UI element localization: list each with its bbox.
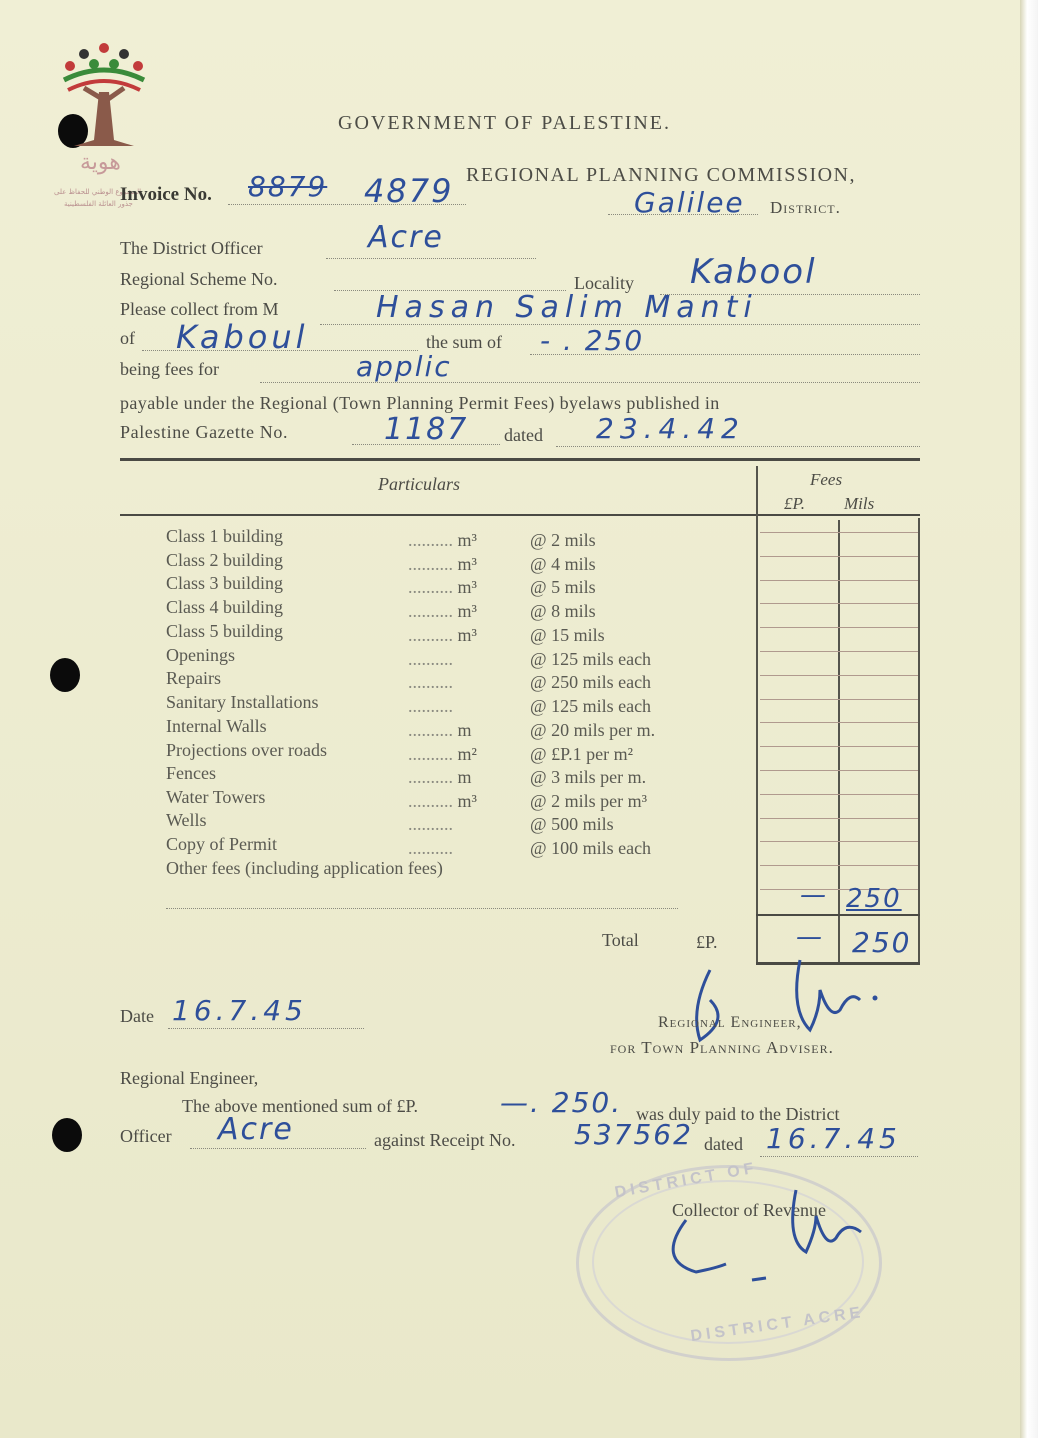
addressee: Regional Engineer, [120,1068,259,1088]
fee-grid-line [760,603,918,604]
receipt-value: 537562 [574,1118,693,1151]
date-label: Date [120,1006,154,1026]
sum-value: - . 250 [540,324,645,357]
table-row: Water Towers [166,787,266,807]
total-unit: £P. [696,932,718,952]
fee-grid-line [760,818,918,819]
officer-value: Acre [218,1112,294,1147]
fee-grid-line [760,556,918,557]
table-row: Class 1 building [166,526,284,546]
particulars-header: Particulars [378,474,461,494]
table-row: Class 2 building [166,550,284,570]
fees-header: Fees [810,470,843,489]
row-rate: @ 4 mils [530,554,596,574]
row-rate: @ 125 mils each [530,649,652,669]
table-row: Sanitary Installations [166,692,319,712]
table-header-rule [120,514,920,516]
collector-label: Collector of Revenue [672,1200,826,1220]
row-rate: @ 8 mils [530,601,596,621]
fees-divider-mid [838,520,840,964]
district-label: District. [770,198,841,217]
district-value: Galilee [634,186,745,219]
row-unit: .......... m² [408,744,477,764]
row-unit: .......... m³ [408,554,477,574]
collect-label: Please collect from M [120,299,279,319]
payable-text: payable under the Regional (Town Planning Permit Fees) byelaws published in [120,393,720,413]
punch-hole-2 [50,658,80,692]
officer-label: Officer [120,1126,172,1146]
adviser-title: for Town Planning Adviser. [610,1038,834,1057]
date-value: 16.7.45 [172,994,307,1027]
receipt-dated-value: 16.7.45 [766,1122,901,1155]
row-rate: @ 250 mils each [530,672,652,692]
lp-header: £P. [784,494,805,513]
fee-grid-line [760,580,918,581]
family-tree-icon [54,40,154,150]
row-unit: .......... m³ [408,530,477,550]
fees-for-value: applic [356,350,452,383]
district-officer-value: Acre [368,220,444,255]
table-row: Projections over roads [166,740,327,760]
row-unit: .......... m³ [408,625,477,645]
row-rate: @ 2 mils per m³ [530,791,647,811]
collector-signature [656,1180,876,1290]
fee-grid-line [760,699,918,700]
government-title: GOVERNMENT OF PALESTINE. [338,112,672,134]
paid-text-end: was duly paid to the District [636,1104,840,1124]
other-fees-lp: — [800,880,828,910]
row-unit: .......... [408,814,453,834]
row-rate: @ 5 mils [530,577,596,597]
fee-grid-line [760,675,918,676]
fees-divider-right [918,518,920,964]
subtotal-rule [756,914,920,916]
table-row: Class 3 building [166,573,284,593]
row-rate: @ 3 mils per m. [530,767,647,787]
row-rate: @ 100 mils each [530,838,652,858]
logo-text: هوية [80,150,121,175]
locality-value: Kabool [690,252,817,292]
locality-label: Locality [574,273,634,293]
row-unit: .......... [408,649,453,669]
fee-grid-line [760,746,918,747]
district-officer-label: The District Officer [120,238,263,258]
mils-header: Mils [844,494,875,513]
fees-for-label: being fees for [120,359,219,379]
row-rate: @ 20 mils per m. [530,720,656,740]
row-unit: .......... m³ [408,791,477,811]
table-row: Repairs [166,668,221,688]
fee-grid-line [760,722,918,723]
gazette-label: Palestine Gazette No. [120,422,289,442]
row-rate: @ £P.1 per m² [530,744,633,764]
total-mils: 250 [852,926,912,959]
fee-grid-line [760,841,918,842]
invoice-label: Invoice No. [120,184,212,205]
row-rate: @ 125 mils each [530,696,652,716]
row-unit: .......... m³ [408,601,477,621]
table-top-rule [120,458,920,461]
other-fees-mils: 250 [846,884,902,914]
row-unit: .......... m³ [408,577,477,597]
table-row: Class 4 building [166,597,284,617]
row-rate: @ 2 mils [530,530,596,550]
engineer-title: Regional Engineer, [658,1014,802,1031]
scheme-label: Regional Scheme No. [120,269,278,289]
row-unit: .......... [408,672,453,692]
gazette-value: 1187 [384,412,469,447]
table-row: Class 5 building [166,621,284,641]
row-unit: .......... [408,696,453,716]
invoice-number: 4879 [364,172,454,210]
paid-text-start: The above mentioned sum of £P. [182,1096,418,1116]
other-fees-label: Other fees (including application fees) [166,858,443,878]
stamp-bottom-text: DISTRICT ACRE [689,1303,866,1346]
total-label: Total [602,930,639,950]
fee-grid-line [760,794,918,795]
receipt-dated-label: dated [704,1134,743,1154]
commission-title: REGIONAL PLANNING COMMISSION, [466,164,856,186]
row-unit: .......... m [408,767,472,787]
paid-sum: —. 250. [500,1086,623,1119]
table-row: Openings [166,645,235,665]
logo-tagline-1: المشروع الوطني للحفاظ على [54,188,142,196]
fee-grid-line [760,865,918,866]
dated-label: dated [504,425,543,445]
total-lp: — [796,922,824,952]
row-unit: .......... [408,838,453,858]
fee-grid-line [760,770,918,771]
table-row: Copy of Permit [166,834,277,854]
of-label: of [120,328,135,348]
sum-label: the sum of [426,332,502,352]
fee-grid-line [760,627,918,628]
row-rate: @ 500 mils [530,814,614,834]
page-edge [1020,0,1038,1438]
table-row: Fences [166,763,216,783]
punch-hole-3 [52,1118,82,1152]
table-row: Wells [166,810,207,830]
fee-grid-line [760,532,918,533]
stamp-top-text: DISTRICT OF [613,1159,759,1202]
invoice-struck-number: 8879 [248,170,328,203]
dated-value: 23.4.42 [596,412,745,445]
table-row: Internal Walls [166,716,267,736]
fee-grid-line [760,651,918,652]
fees-divider-left [756,466,758,964]
row-unit: .......... m [408,720,472,740]
collect-value: Hasan Salim Manti [376,290,758,325]
logo-tagline-2: جذور العائلة الفلسطينية [64,200,133,208]
row-rate: @ 15 mils [530,625,605,645]
receipt-label: against Receipt No. [374,1130,516,1150]
of-value: Kaboul [176,318,309,356]
